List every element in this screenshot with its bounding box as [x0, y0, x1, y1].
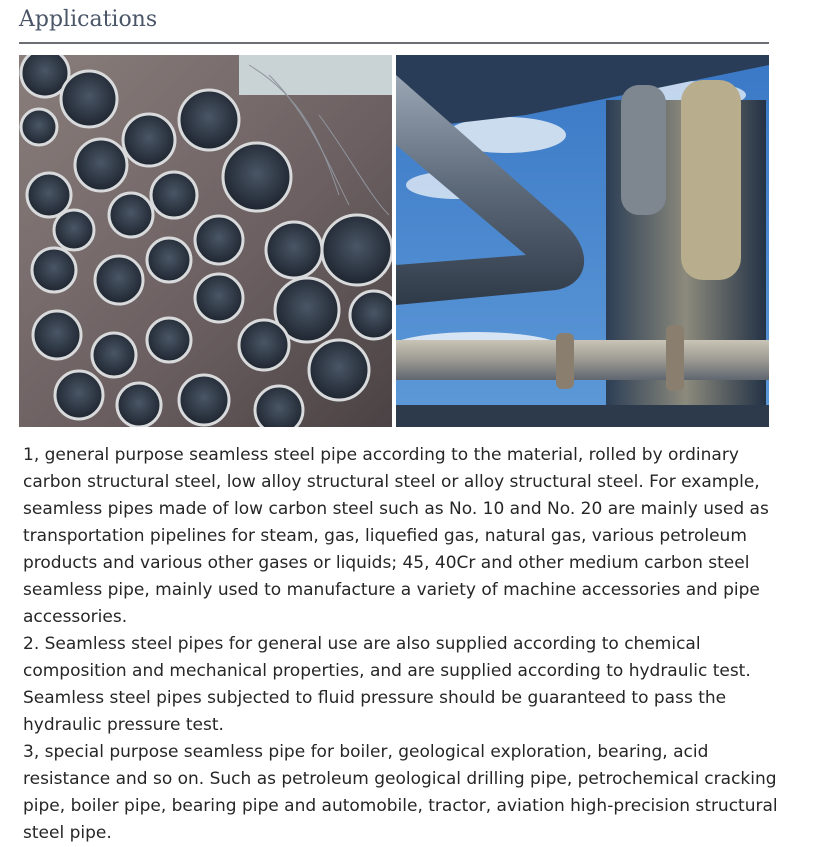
application-paragraph-1: 1, general purpose seamless steel pipe according to the material, rolled by ordinary carbon structural steel, low alloy structural steel or alloy structural steel. For example, seamless pipes made of low carbon steel such as No. 10 and No. 20 are mainly used as transportation pipelines for steam, gas, liquefied gas, natural gas, various petroleum products and various other gases or liquids; 45, 40Cr and other medium carbon steel seamless pipe, mainly used to manufacture a variety of machine accessories and pipe accessories.	[23, 445, 769, 627]
steel-pipes-stack-image	[19, 55, 392, 427]
refinery-illustration	[396, 55, 769, 427]
section-title: Applications	[19, 7, 158, 32]
application-paragraph-3: 3, special purpose seamless pipe for boiler, geological exploration, bearing, acid resistance and so on. Such as petroleum geological drilling pipe, petrochemical cracking pipe, boiler pipe, bearing pipe and automobile, tractor, aviation high-precision structural steel pipe.	[23, 742, 778, 843]
title-divider	[19, 42, 769, 44]
application-images	[19, 55, 769, 427]
applications-body	[23, 442, 783, 847]
pipes-stack-illustration	[19, 55, 392, 427]
refinery-piping-image	[396, 55, 769, 427]
application-paragraph-2: 2. Seamless steel pipes for general use are also supplied according to chemical composition and mechanical properties, and are supplied according to hydraulic test. Seamless steel pipes subjected to fluid pressure should be guaranteed to pass the hydraulic pressure test.	[23, 634, 751, 735]
